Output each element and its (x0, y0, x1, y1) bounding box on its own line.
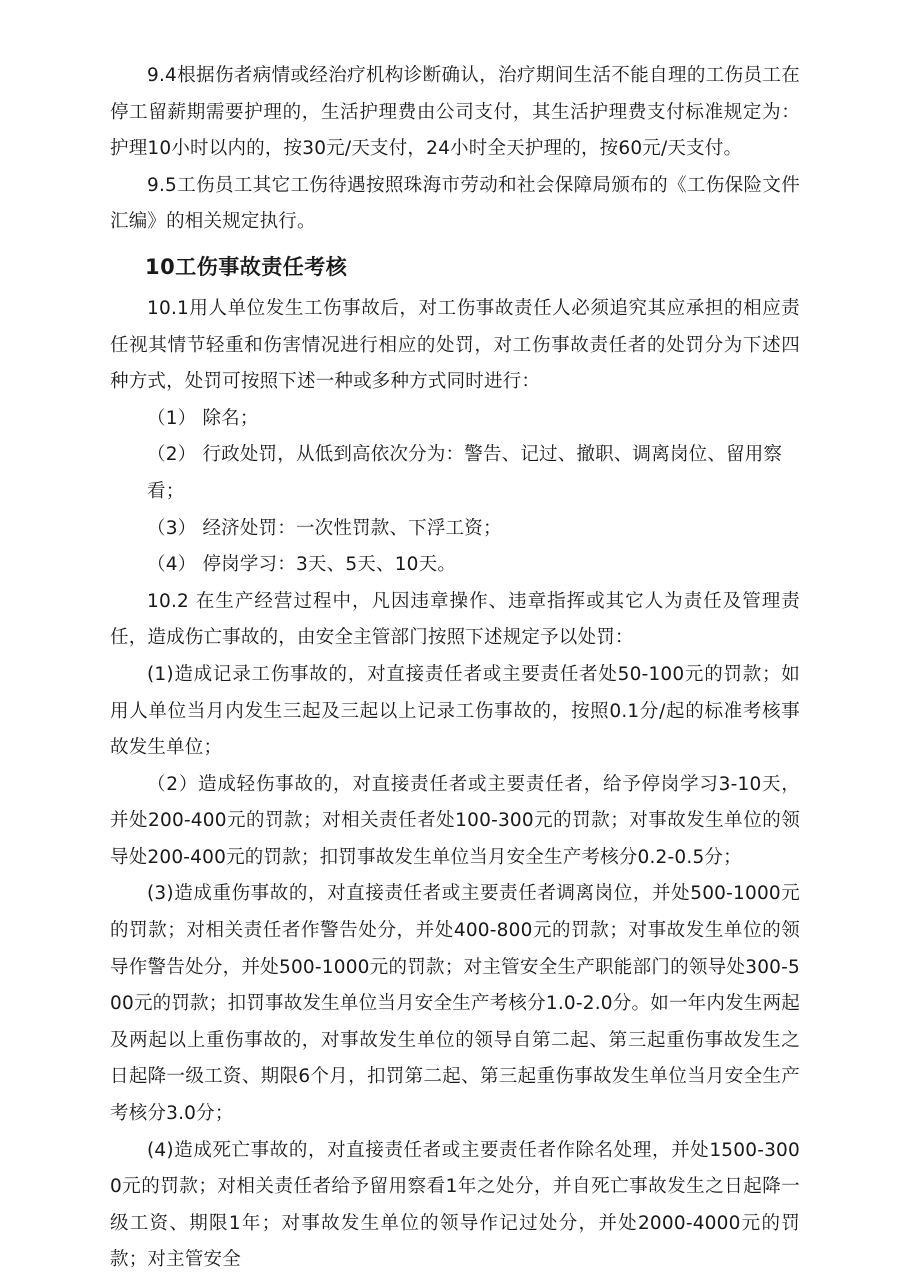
paragraph-10-1: 10.1用人单位发生工伤事故后，对工伤事故责任人必须追究其应承担的相应责任视其情节轻重和伤害情况进行相应的处罚，对工伤事故责任者的处罚分为下述四种方式，处罚可按照下述一种或多种方式同时进行： (110, 297, 800, 393)
list-item-2: （2） 行政处罚，从低到高依次分为：警告、记过、撤职、调离岗位、留用察看； (147, 444, 783, 502)
list-item-3: （3） 经济处罚：一次性罚款、下浮工资； (147, 517, 502, 539)
document-page (110, 58, 800, 1279)
rule-1-record-injury: (1)造成记录工伤事故的，对直接责任者或主要责任者处50-100元的罚款；如用人单位当月内发生三起及三起以上记录工伤事故的，按照0.1分/起的标准考核事故发生单位； (110, 663, 800, 759)
section-heading-10: 10工伤事故责任考核 (145, 254, 348, 279)
rule-3-serious-injury: (3)造成重伤事故的，对直接责任者或主要责任者调离岗位，并处500-1000元的罚款；对相关责任者作警告处分，并处400-800元的罚款；对事故发生单位的领导作警告处分，并处500-1000元的罚款；对主管安全生产职能部门的领导处300-500元的罚款；扣罚事故发生单位当月安全生产考核分1.0-2.0分。如一年内发生两起及两起以上重伤事故的，对事故发生单位的领导自第二起、第三起重伤事故发生之日起降一级工资、期限6个月，扣罚第二起、第三起重伤事故发生单位当月安全生产考核分3.0分； (110, 883, 800, 1125)
list-item-1: （1） 除名； (147, 407, 259, 429)
paragraph-9-5: 9.5工伤员工其它工伤待遇按照珠海市劳动和社会保障局颁布的《工伤保险文件汇编》的相关规定执行。 (110, 174, 800, 233)
paragraph-10-2: 10.2 在生产经营过程中，凡因违章操作、违章指挥或其它人为责任及管理责任，造成伤亡事故的，由安全主管部门按照下述规定予以处罚： (110, 590, 800, 649)
list-item-4: （4） 停岗学习：3天、5天、10天。 (147, 554, 457, 576)
rule-2-minor-injury: （2）造成轻伤事故的，对直接责任者或主要责任者，给予停岗学习3-10天，并处200-400元的罚款；对相关责任者处100-300元的罚款；对事故发生单位的领导处200-400元的罚款；扣罚事故发生单位当月安全生产考核分0.2-0.5分； (110, 773, 800, 868)
rule-4-fatal-accident: (4)造成死亡事故的，对直接责任者或主要责任者作除名处理，并处1500-3000元的罚款；对相关责任者给予留用察看1年之处分，并自死亡事故发生之日起降一级工资、期限1年；对事故发生单位的领导作记过处分，并处2000-4000元的罚款；对主管安全 (110, 1139, 800, 1271)
paragraph-9-4: 9.4根据伤者病情或经治疗机构诊断确认，治疗期间生活不能自理的工伤员工在停工留薪期需要护理的，生活护理费由公司支付，其生活护理费支付标准规定为：护理10小时以内的，按30元/天支付，24小时全天护理的，按60元/天支付。 (110, 65, 800, 160)
